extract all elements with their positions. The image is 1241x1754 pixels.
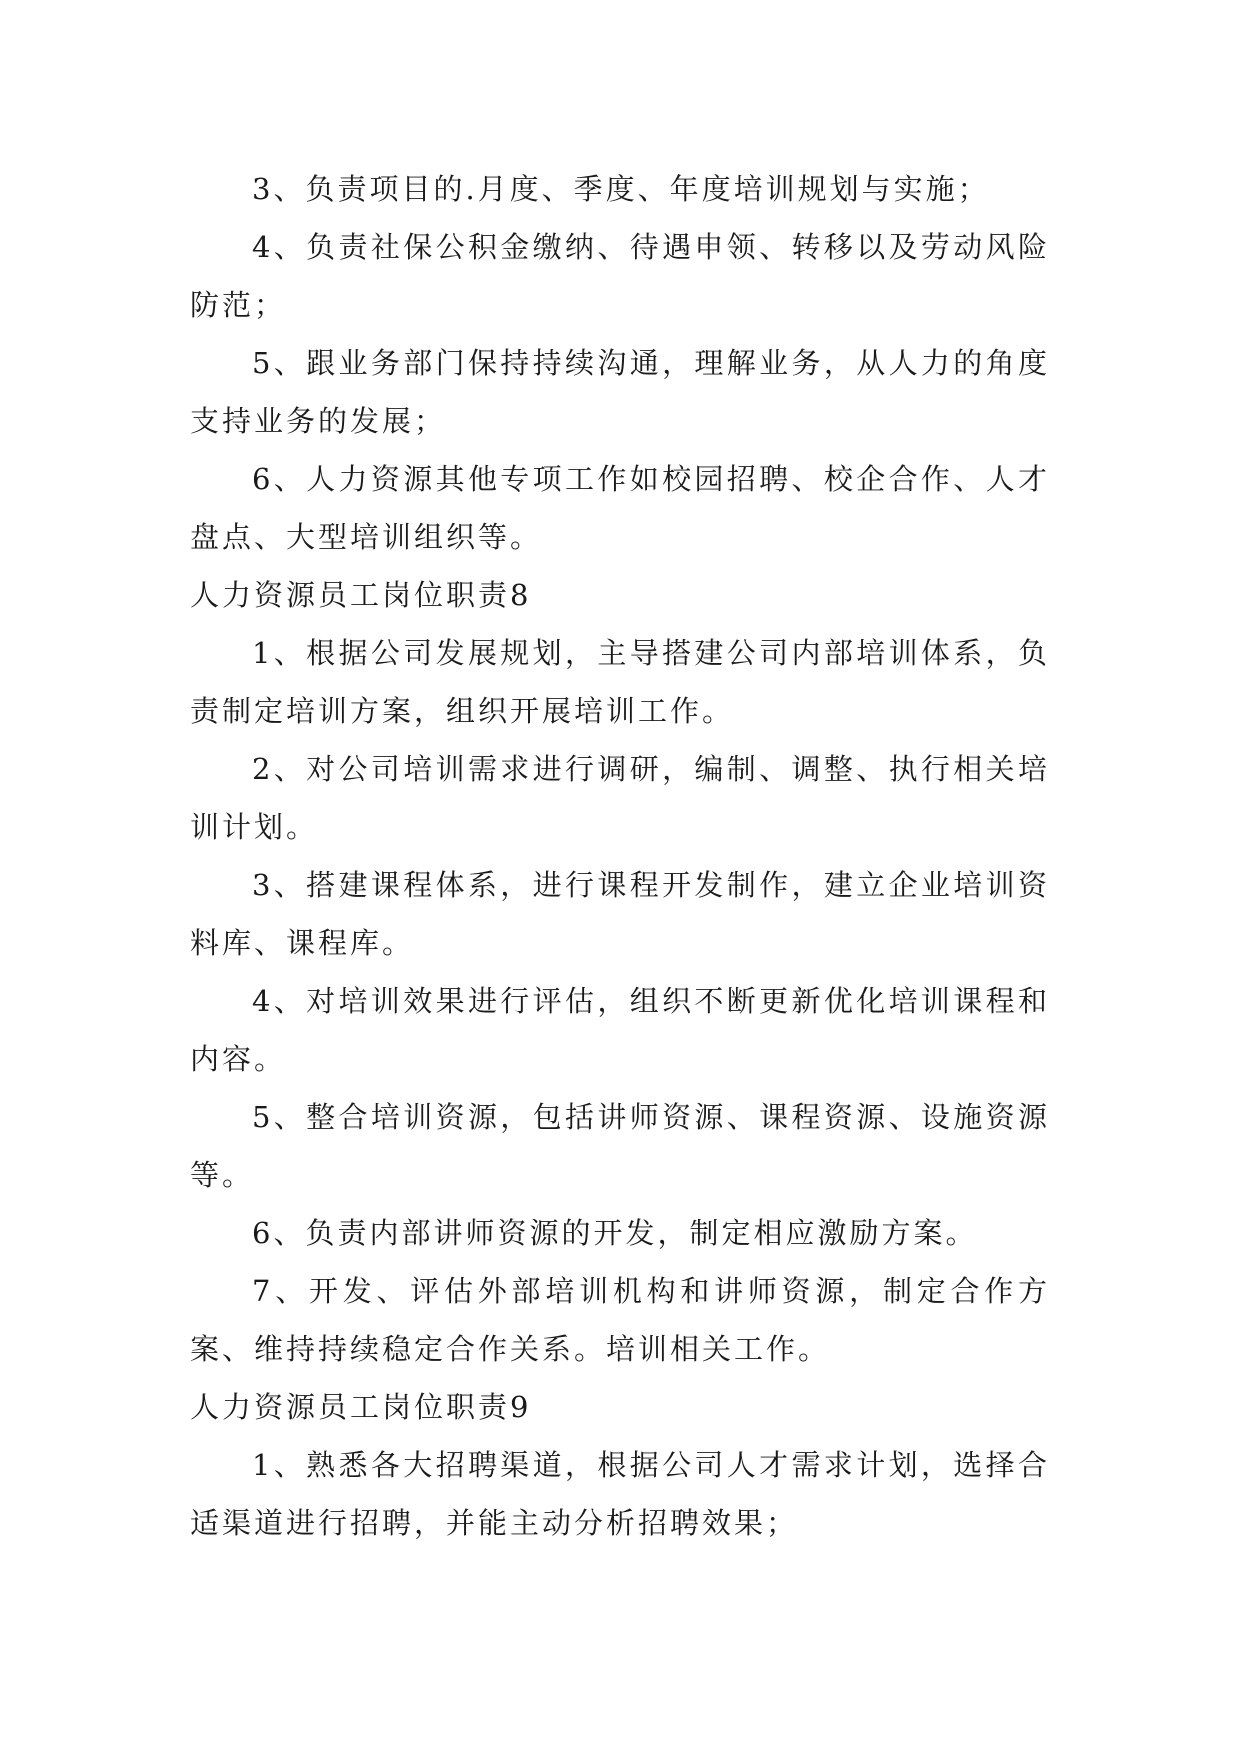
- section-heading: 人力资源员工岗位职责8: [190, 578, 532, 612]
- duty-item: 3、搭建课程体系，进行课程开发制作，建立企业培训资料库、课程库。: [190, 868, 1050, 960]
- duty-item: 1、根据公司发展规划，主导搭建公司内部培训体系，负责制定培训方案，组织开展培训工作。: [190, 636, 1050, 728]
- duty-item: 2、对公司培训需求进行调研，编制、调整、执行相关培训计划。: [190, 752, 1050, 844]
- duty-item: 6、负责内部讲师资源的开发，制定相应激励方案。: [252, 1216, 978, 1250]
- duty-item: 1、熟悉各大招聘渠道，根据公司人才需求计划，选择合适渠道进行招聘，并能主动分析招聘效果；: [190, 1448, 1050, 1540]
- duty-item: 7、开发、评估外部培训机构和讲师资源，制定合作方案、维持持续稳定合作关系。培训相关工作。: [190, 1274, 1050, 1366]
- section-heading: 人力资源员工岗位职责9: [190, 1390, 532, 1424]
- duty-item: 3、负责项目的.月度、季度、年度培训规划与实施；: [252, 172, 990, 206]
- document-body: [190, 160, 1050, 1552]
- duty-item: 4、对培训效果进行评估，组织不断更新优化培训课程和内容。: [190, 984, 1050, 1076]
- duty-item: 5、整合培训资源，包括讲师资源、课程资源、设施资源等。: [190, 1100, 1050, 1192]
- duty-item: 5、跟业务部门保持持续沟通，理解业务，从人力的角度支持业务的发展；: [190, 346, 1050, 438]
- duty-item: 4、负责社保公积金缴纳、待遇申领、转移以及劳动风险防范；: [190, 230, 1050, 322]
- duty-item: 6、人力资源其他专项工作如校园招聘、校企合作、人才盘点、大型培训组织等。: [190, 462, 1050, 554]
